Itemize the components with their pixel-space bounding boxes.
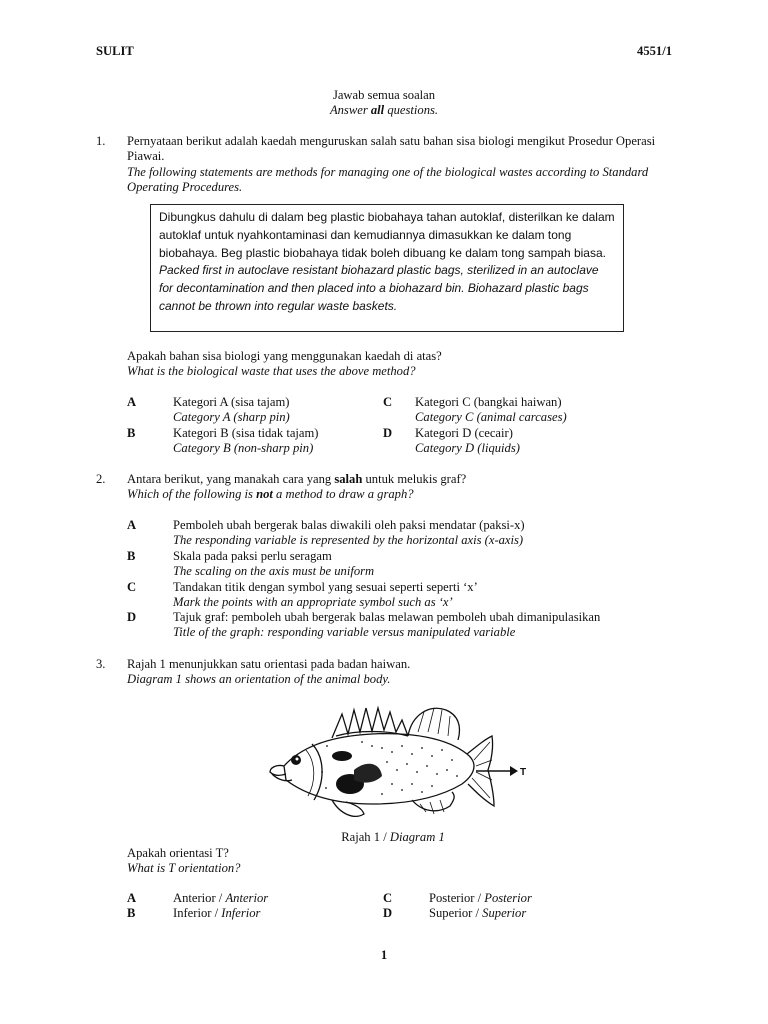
q2-option-b-letter: B bbox=[127, 549, 136, 563]
instruction-ms: Jawab semua soalan bbox=[332, 88, 436, 102]
q3-option-b-letter: B bbox=[127, 906, 136, 920]
q2-option-c-letter: C bbox=[127, 580, 137, 594]
q2-option-d-en: Title of the graph: responding variable versus manipulated variable bbox=[173, 625, 516, 639]
q3-option-a-text: Anterior / Anterior bbox=[173, 891, 269, 905]
q2-option-a-en: The responding variable is represented by the horizontal axis (x-axis) bbox=[173, 533, 524, 547]
q2-number: 2. bbox=[96, 472, 106, 486]
q1-option-d-en: Category D (liquids) bbox=[415, 441, 520, 455]
q2-option-b-en: The scaling on the axis must be uniform bbox=[173, 564, 375, 578]
q2-option-b-ms: Skala pada paksi perlu seragam bbox=[173, 549, 332, 563]
q3-number: 3. bbox=[96, 657, 106, 671]
q1-box-ms: Dibungkus dahulu di dalam beg plastic biobahaya tahan autoklaf, disterilkan ke dalam autoklaf untuk nyahkontaminasi dan kemudiannya dimasukkan ke dalam tong biobahaya. Beg plastic biobahaya tidak boleh dibuang ke dalam tong sampah biasa. bbox=[159, 210, 615, 260]
q1-option-c-en: Category C (animal carcases) bbox=[415, 410, 567, 424]
q2-option-a-letter: A bbox=[127, 518, 137, 532]
q3-stem-en: Diagram 1 shows an orientation of the animal body. bbox=[127, 672, 391, 686]
q3-option-b-text: Inferior / Inferior bbox=[173, 906, 261, 920]
q1-question-ms: Apakah bahan sisa biologi yang menggunakan kaedah di atas? bbox=[127, 349, 442, 363]
q3-question-en: What is T orientation? bbox=[127, 861, 241, 875]
instruction-en: Answer all questions. bbox=[329, 103, 439, 117]
q1-option-b-letter: B bbox=[127, 426, 136, 440]
q2-option-d-letter: D bbox=[127, 610, 137, 624]
q2-stem-en: Which of the following is not a method to draw a graph? bbox=[127, 487, 414, 501]
q1-stem-ms: Pernyataan berikut adalah kaedah menguruskan salah satu bahan sisa biologi mengikut Prosedur Operasi Piawai. bbox=[127, 134, 656, 164]
q2-option-c-ms: Tandakan titik dengan symbol yang sesuai seperti seperti ‘x’ bbox=[173, 580, 478, 594]
q3-stem-ms: Rajah 1 menunjukkan satu orientasi pada badan haiwan. bbox=[127, 657, 411, 671]
q1-option-d-ms: Kategori D (cecair) bbox=[415, 426, 513, 440]
q3-option-c-text: Posterior / Posterior bbox=[429, 891, 532, 905]
q3-option-c-letter: C bbox=[383, 891, 393, 905]
q1-option-a-letter: A bbox=[127, 395, 137, 409]
q3-question-ms: Apakah orientasi T? bbox=[127, 846, 229, 860]
page-number: 1 bbox=[380, 948, 388, 962]
q1-option-d-letter: D bbox=[383, 426, 393, 440]
diagram-caption: Rajah 1 / Diagram 1 bbox=[341, 830, 445, 844]
q1-statement-box bbox=[150, 204, 624, 332]
header-code: 4551/1 bbox=[637, 44, 672, 58]
q1-option-a-en: Category A (sharp pin) bbox=[173, 410, 290, 424]
q1-box-en: Packed first in autoclave resistant biohazard plastic bags, sterilized in an autoclave for decontamination and then placed into a biohazard bin. Biohazard plastic bags cannot be thrown into regular waste baskets. bbox=[159, 263, 599, 313]
q1-question-en: What is the biological waste that uses the above method? bbox=[127, 364, 416, 378]
header-sulit: SULIT bbox=[96, 44, 134, 58]
q1-number: 1. bbox=[96, 134, 106, 148]
q1-option-c-letter: C bbox=[383, 395, 393, 409]
q1-stem-en: The following statements are methods for managing one of the biological wastes according to Standard Operating Procedures. bbox=[127, 165, 649, 195]
q3-option-a-letter: A bbox=[127, 891, 137, 905]
q1-option-b-en: Category B (non-sharp pin) bbox=[173, 441, 314, 455]
q3-option-d-text: Superior / Superior bbox=[429, 906, 527, 920]
q1-option-b-ms: Kategori B (sisa tidak tajam) bbox=[173, 426, 319, 440]
q1-option-a-ms: Kategori A (sisa tajam) bbox=[173, 395, 290, 409]
fish-diagram bbox=[262, 700, 532, 825]
q2-option-c-en: Mark the points with an appropriate symbol such as ‘x’ bbox=[173, 595, 453, 609]
q2-option-a-ms: Pemboleh ubah bergerak balas diwakili oleh paksi mendatar (paksi-x) bbox=[173, 518, 525, 532]
q2-stem-ms: Antara berikut, yang manakah cara yang salah untuk melukis graf? bbox=[127, 472, 467, 486]
q3-option-d-letter: D bbox=[383, 906, 393, 920]
q2-option-d-ms: Tajuk graf: pemboleh ubah bergerak balas melawan pemboleh ubah dimanipulasikan bbox=[173, 610, 601, 624]
q1-option-c-ms: Kategori C (bangkai haiwan) bbox=[415, 395, 562, 409]
diagram-label-t: T bbox=[520, 767, 527, 778]
